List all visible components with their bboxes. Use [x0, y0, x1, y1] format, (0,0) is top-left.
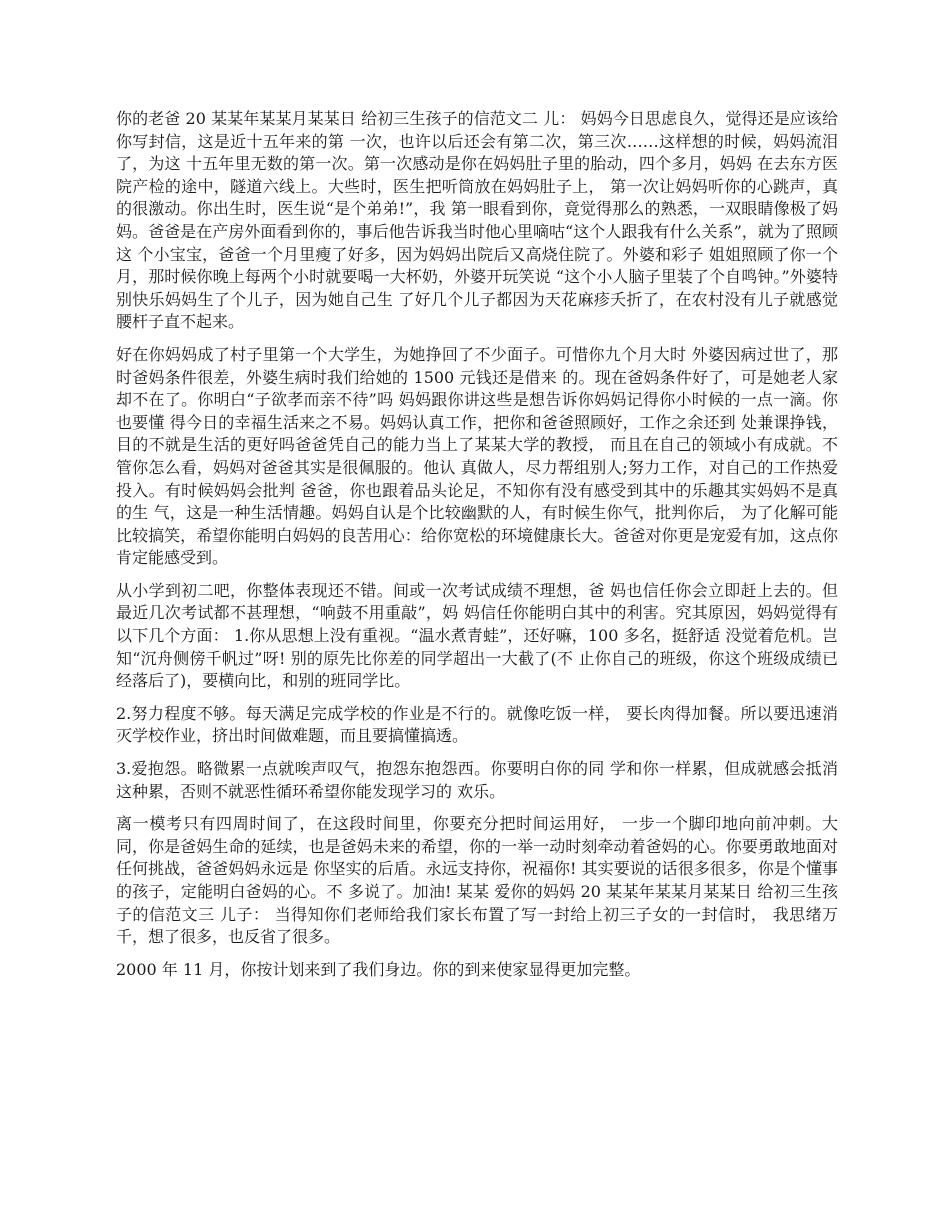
- paragraph-3: 从小学到初二吧，你整体表现还不错。间或一次考试成绩不理想，爸 妈也信任你会立即赶上去的。但最近几次考试都不甚理想，“响鼓不用重敲”，妈 妈信任你能明白其中的利害。究其原因，妈妈觉得有以下几个方面： 1.你从思想上没有重视。“温水煮青蛙”，还好嘛，100 多名，挺舒适 没觉着危机。岂知“沉舟侧傍千帆过”呀! 别的原先比你差的同学超出一大截了(不 止你自己的班级，你这个班级成绩已经落后了)，要横向比，和别的班同学比。: [116, 580, 838, 691]
- paragraph-7: 2000 年 11 月，你按计划来到了我们身边。你的到来使家显得更加完整。: [116, 959, 641, 979]
- letter-body: [116, 108, 838, 991]
- paragraph-6: 离一模考只有四周时间了，在这段时间里，你要充分把时间运用好， 一步一个脚印地向前冲刺。大同，你是爸妈生命的延续，也是爸妈未来的希望，你的一举一动时刻牵动着爸妈的心。你要勇敢地面对任何挑战，爸爸妈妈永远是 你坚实的后盾。永远支持你，祝福你! 其实要说的话很多很多，你是个懂事的孩子，定能明白爸妈的心。不 多说了。加油! 某某 爱你的妈妈 20 某某年某某月某某日 给初三生孩子的信范文三 儿子： 当得知你们老师给我们家长布置了写一封给上初三子女的一封信时， 我思绪万千，想了很多，也反省了很多。: [116, 814, 838, 947]
- paragraph-5: 3.爱抱怨。略微累一点就唉声叹气，抱怨东抱怨西。你要明白你的同 学和你一样累，但成就感会抵消这种累，否则不就恶性循环希望你能发现学习的 欢乐。: [116, 759, 838, 801]
- paragraph-4: 2.努力程度不够。每天满足完成学校的作业是不行的。就像吃饭一样， 要长肉得加餐。所以要迅速消灭学校作业，挤出时间做难题，而且要搞懂搞透。: [116, 703, 838, 746]
- paragraph-1: 你的老爸 20 某某年某某月某某日 给初三生孩子的信范文二 儿： 妈妈今日思虑良久，觉得还是应该给你写封信，这是近十五年来的第 一次，也许以后还会有第二次，第三次……这样想的时候，妈妈流泪了，为这 十五年里无数的第一次。第一次感动是你在妈妈肚子里的胎动，四个多月，妈妈 在去东方医院产检的途中，隧道六线上。大些时，医生把听筒放在妈妈肚子上， 第一次让妈妈听你的心跳声，真的很激动。你出生时，医生说“是个弟弟!”，我 第一眼看到你，竟觉得那么的熟悉，一双眼睛像极了妈妈。爸爸是在产房外面看到你的，事后他告诉我当时他心里嘀咕“这个人跟我有什么关系”，就为了照顾这 个小宝宝，爸爸一个月里瘦了好多，因为妈妈出院后又高烧住院了。外婆和彩子 姐姐照顾了你一个月，那时候你晚上每两个小时就要喝一大杯奶，外婆开玩笑说 “这个小人脑子里装了个自鸣钟。”外婆特别快乐妈妈生了个儿子，因为她自己生 了好几个儿子都因为天花麻疹夭折了，在农村没有儿子就感觉腰杆子直不起来。: [116, 109, 838, 332]
- paragraph-2: 好在你妈妈成了村子里第一个大学生，为她挣回了不少面子。可惜你九个月大时 外婆因病过世了，那时爸妈条件很差，外婆生病时我们给她的 1500 元钱还是借来 的。现在爸妈条件好了，可是她老人家却不在了。你明白“子欲孝而亲不待”吗 妈妈跟你讲这些是想告诉你妈妈记得你小时候的一点一滴。你也要懂 得今日的幸福生活来之不易。妈妈认真工作，把你和爸爸照顾好，工作之余还到 处兼课挣钱，目的不就是生活的更好吗爸爸凭自己的能力当上了某某大学的教授， 而且在自己的领域小有成就。不管你怎么看，妈妈对爸爸其实是很佩服的。他认 真做人，尽力帮组别人;努力工作，对自己的工作热爱投入。有时候妈妈会批判 爸爸，你也跟着品头论足，不知你有没有感受到其中的乐趣其实妈妈不是真的生 气，这是一种生活情趣。妈妈自认是个比较幽默的人，有时候生你气，批判你后， 为了化解可能比较搞笑，希望你能明白妈妈的良苦用心：给你宽松的环境健康长大。爸爸对你更是宠爱有加，这点你肯定能感受到。: [116, 344, 838, 568]
